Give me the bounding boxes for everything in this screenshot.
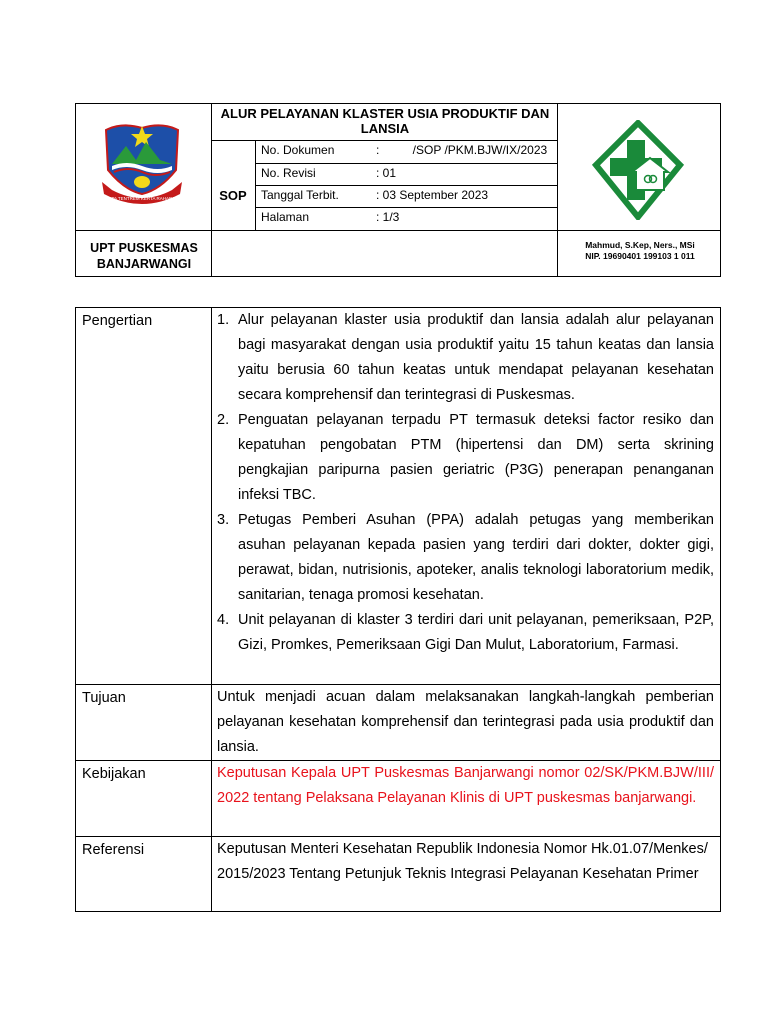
sop-header-table [75,103,721,277]
meta-key: No. Dokumen [261,143,335,157]
org-line: BANJARWANGI [96,257,192,271]
meta-value: : 01 [376,166,397,180]
section-kebijakan [76,760,720,837]
meta-key: Tanggal Terbit. [261,188,339,202]
meta-key: No. Revisi [261,166,316,180]
org-line: UPT PUSKESMAS [90,241,198,255]
section-text: Keputusan Menteri Kesehatan Republik Indonesia Nomor Hk.01.07/Menkes/2015/2023 Tentang Petunjuk Teknis Integrasi Pelayanan Kesehatan Primer [217,841,708,882]
meta-row-issue-date [256,185,556,207]
sop-content-table [75,307,721,912]
meta-row-revision [256,163,556,185]
signer-nip: NIP. 19690401 199103 1 011 [585,251,695,261]
list-item [217,608,714,658]
svg-text:TATA TENTREM KERTA RAHARJA: TATA TENTREM KERTA RAHARJA [106,196,178,201]
item-number: 2. [217,412,230,428]
item-text: Unit pelayanan di klaster 3 terdiri dari unit pelayanan, pemeriksaan, P2P, Gizi, Promkes, Pemeriksaan Gigi Dan Mulut, Laboratorium, Farmasi. [238,612,714,653]
item-number: 1. [217,312,230,328]
document-title: ALUR PELAYANAN KLASTER USIA PRODUKTIF DAN LANSIA [220,106,550,136]
regency-emblem-logo [100,120,184,210]
item-number: 3. [217,512,230,528]
item-text: Petugas Pemberi Asuhan (PPA) adalah petugas yang memberikan asuhan pelayanan kepada pasien yang terdiri dari dokter, dokter gigi, perawat, bidan, nutrisionis, apoteker, analis teknologi laboratorium medik, sanitarian, tenaga promosi kesehatan. [238,512,714,603]
section-label: Tujuan [82,690,126,706]
section-label: Referensi [82,842,145,858]
section-referensi [76,836,720,912]
section-label: Pengertian [82,313,153,329]
meta-value: : 1/3 [376,210,400,224]
meta-value: : /SOP /PKM.BJW/IX/2023 [376,143,548,157]
organization-name [76,240,212,272]
list-item [217,408,714,508]
section-text: Untuk menjadi acuan dalam melaksanakan langkah-langkah pemberian pelayanan kesehatan komprehensif dan terintegrasi pada usia produktif dan lansia. [217,689,714,755]
item-number: 4. [217,612,230,628]
list-item [217,508,714,608]
sop-label: SOP [219,188,247,203]
section-tujuan [76,684,720,761]
signer-name: Mahmud, S.Kep, Ners., MSi [585,240,695,250]
definition-list [217,308,714,658]
section-text: Keputusan Kepala UPT Puskesmas Banjarwangi nomor 02/SK/PKM.BJW/III/ 2022 tentang Pelaksana Pelayanan Klinis di UPT puskesmas banjarwangi. [217,765,714,806]
item-text: Penguatan pelayanan terpadu PT termasuk deteksi factor resiko dan kepatuhan pengobatan PTM (hipertensi dan DM) serta skrining pengkajian paripurna pasien geriatric (P3G) penerapan penanganan infeksi TBC. [238,412,714,503]
section-label: Kebijakan [82,766,146,782]
signatory-block [559,240,721,262]
divider [76,230,720,231]
list-item [217,308,714,408]
puskesmas-logo [592,120,684,220]
meta-row-document-number [256,140,556,162]
section-pengertian [76,308,720,684]
meta-value: : 03 September 2023 [376,188,489,202]
meta-row-page [256,207,556,229]
item-text: Alur pelayanan klaster usia produktif dan lansia adalah alur pelayanan bagi masyarakat dengan usia produktif yaitu 15 tahun keatas dan lansia yaitu berusia 60 tahun keatas untuk mendapat pelayanan kesehatan secara komprehensif dan terintegrasi di Puskesmas. [238,312,714,403]
meta-key: Halaman [261,210,310,224]
